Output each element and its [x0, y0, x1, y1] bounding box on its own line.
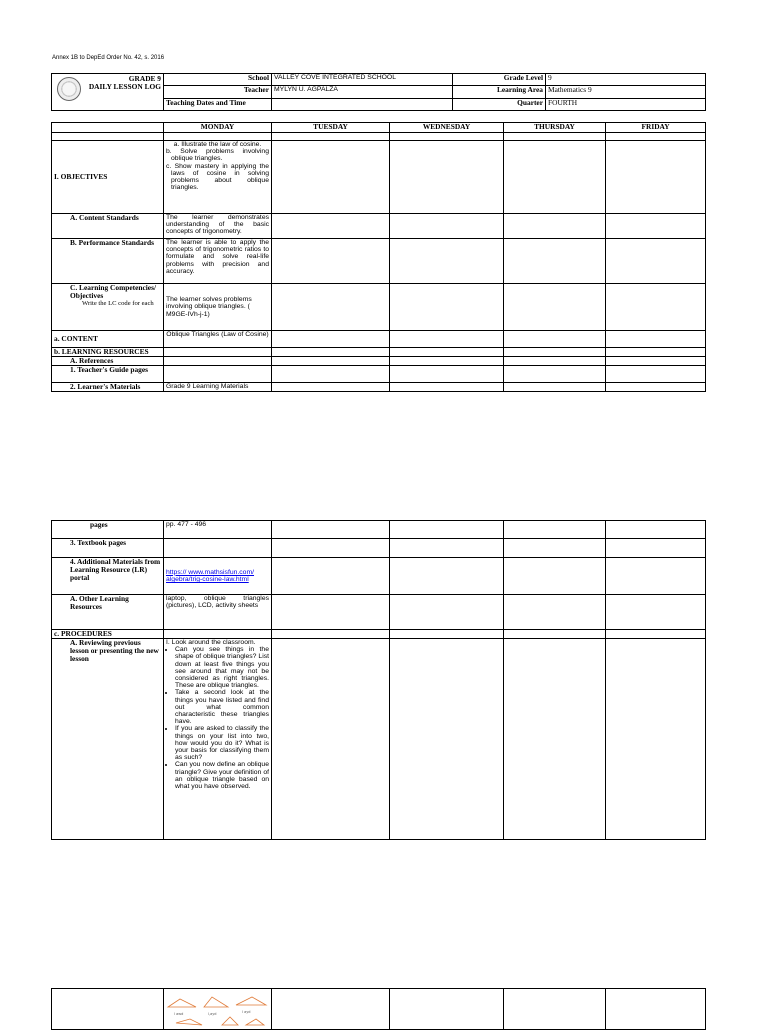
dates-label: Teaching Dates and Time [164, 98, 272, 110]
lesson-table-part-1 [51, 122, 706, 392]
competencies-value: The learner solves problems involving oblique triangles. ( M9GE-IVh-j-1) [164, 284, 272, 331]
lm-pages-value: pp. 477 - 496 [164, 521, 272, 539]
triangle-label: l awd [174, 1012, 184, 1016]
lr-portal-link[interactable]: https:// www.mathsisfun.com/ algebra/trig-cosine-law.html [166, 568, 255, 583]
learners-materials-value: Grade 9 Learning Materials [164, 383, 272, 392]
lr-portal-label: 4. Additional Materials from Learning Resource (LR) portal [52, 558, 164, 595]
review-list [166, 646, 269, 790]
header-table [51, 73, 706, 111]
day-thursday: THURSDAY [504, 123, 606, 133]
review-label: A. Reviewing previous lesson or presenting the new lesson [52, 639, 164, 840]
review-item: • Can you see things in the shape of oblique triangles? List down at least five things you see around that may not be considered as right triangles. These are oblique triangles. [175, 646, 269, 689]
textbook-pages-label: 3. Textbook pages [52, 539, 164, 558]
corner-cell [52, 123, 164, 133]
content-standards-value: The learner demonstrates understanding of the basic concepts of trigonometry. [164, 214, 272, 239]
review-intro: I. Look around the classroom. [166, 639, 256, 646]
objective-item: c. Show mastery in applying the laws of cosine in solving problems about oblique triangles. [166, 162, 269, 192]
review-item: • If you are asked to classify the things on your list into two, how would you do it? What is your basis for classifying them as such? [175, 725, 269, 761]
log-title: DAILY LESSON LOG [88, 82, 161, 91]
performance-standards-label: B. Performance Standards [52, 239, 164, 284]
content-value: Oblique Triangles (Law of Cosine) [164, 331, 272, 348]
day-monday: MONDAY [164, 123, 272, 133]
learning-resources-label: b. LEARNING RESOURCES [52, 348, 164, 357]
objectives-label: I. OBJECTIVES [52, 141, 164, 214]
triangle-label: l ayd [242, 1010, 251, 1014]
grade-title: GRADE 9 [128, 74, 161, 83]
content-standards-label: A. Content Standards [52, 214, 164, 239]
review-item: • Can you now define an oblique triangle? Give your definition of an oblique triangle based on what you have observed. [175, 761, 269, 790]
other-resources-value: laptop, oblique triangles (pictures), LCD, activity sheets [164, 595, 272, 630]
teacher-value: MYLYN U. AGPALZA [272, 86, 453, 98]
annex-reference: Annex 1B to DepEd Order No. 42, s. 2016 [52, 55, 165, 61]
day-wednesday: WEDNESDAY [390, 123, 504, 133]
header-logo-cell [52, 74, 164, 111]
quarter-value: FOURTH [546, 98, 706, 110]
school-label: School [164, 74, 272, 86]
procedures-label: c. PROCEDURES [52, 630, 164, 639]
teacher-label: Teacher [164, 86, 272, 98]
competencies-note: Write the LC code for each [82, 300, 154, 307]
triangle-pictures-cell [164, 989, 272, 1030]
deped-seal-icon [57, 77, 81, 101]
references-label: A. References [52, 357, 164, 366]
content-label: a. CONTENT [52, 331, 164, 348]
learners-materials-label: 2. Learner's Materials [52, 383, 164, 392]
competencies-cell [52, 284, 164, 331]
review-content [164, 639, 272, 840]
day-tuesday: TUESDAY [272, 123, 390, 133]
lm-pages-label: pages [52, 521, 164, 539]
objective-item: b. Solve problems involving oblique triangles. [166, 148, 269, 163]
quarter-label: Quarter [453, 98, 546, 110]
teachers-guide-label: 1. Teacher's Guide pages [52, 366, 164, 383]
review-item: • Take a second look at the things you have listed and find out what common characteristic these triangles have. [175, 689, 269, 725]
grade-level-value: 9 [546, 74, 706, 86]
learning-area-label: Learning Area [453, 86, 546, 98]
dates-value [272, 98, 453, 110]
other-resources-label: A. Other Learning Resources [52, 595, 164, 630]
school-value: VALLEY COVE INTEGRATED SCHOOL [272, 74, 453, 86]
competencies-label: C. Learning Competencies/ Objectives [70, 283, 157, 300]
learning-area-value: Mathematics 9 [546, 86, 706, 98]
day-friday: FRIDAY [606, 123, 706, 133]
performance-standards-value: The learner is able to apply the concepts of trigonometric ratios to formulate and solve real-life problems with precision and accuracy. [164, 239, 272, 284]
objectives-list [164, 141, 272, 214]
grade-level-label: Grade Level [453, 74, 546, 86]
triangle-label: l,ayd [208, 1012, 217, 1016]
objective-item: a. Illustrate the law of cosine. [173, 141, 262, 148]
lesson-table-part-2 [51, 520, 706, 840]
